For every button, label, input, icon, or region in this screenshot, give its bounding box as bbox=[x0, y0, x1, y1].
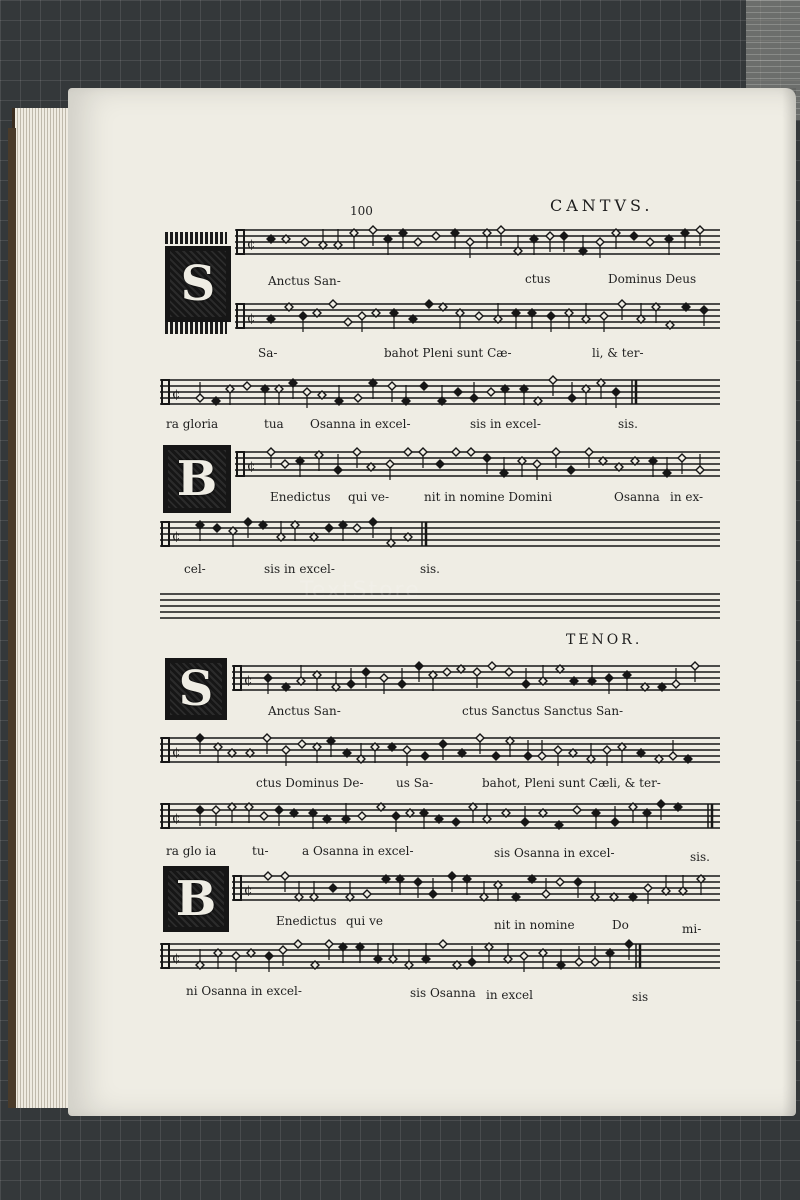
lyric: nit in nomine Domini bbox=[424, 490, 553, 504]
note-head bbox=[542, 890, 550, 898]
note-head bbox=[403, 746, 411, 754]
note-head bbox=[325, 524, 333, 532]
lyric: Osanna in excel- bbox=[310, 417, 411, 431]
note-head bbox=[439, 940, 447, 948]
cantus-staff-5 bbox=[160, 514, 720, 556]
note-head bbox=[429, 890, 437, 898]
lyric: sis in excel- bbox=[470, 417, 541, 431]
tenor-staff-4 bbox=[232, 868, 720, 910]
note-head bbox=[420, 382, 428, 390]
note-head bbox=[265, 952, 273, 960]
lyric: qui ve bbox=[346, 914, 383, 928]
lyric: us Sa- bbox=[396, 776, 434, 790]
mensuration-sign: ¢ bbox=[247, 311, 256, 326]
note-head bbox=[549, 376, 557, 384]
lyric: ctus bbox=[525, 272, 551, 286]
lyric: qui ve- bbox=[348, 490, 389, 504]
note-head bbox=[533, 460, 541, 468]
note-head bbox=[487, 388, 495, 396]
note-head bbox=[547, 312, 555, 320]
note-head bbox=[380, 674, 388, 682]
lyric: a Osanna in excel- bbox=[302, 844, 414, 858]
note-head bbox=[596, 238, 604, 246]
note-head bbox=[521, 818, 529, 826]
note-head bbox=[212, 806, 220, 814]
note-head bbox=[303, 388, 311, 396]
mensuration-sign: ¢ bbox=[172, 811, 181, 826]
note-head bbox=[362, 668, 370, 676]
note-head bbox=[260, 812, 268, 820]
cantus-staff-1 bbox=[235, 222, 720, 270]
note-head bbox=[294, 940, 302, 948]
note-head bbox=[467, 448, 475, 456]
note-head bbox=[369, 518, 377, 526]
note-head bbox=[358, 312, 366, 320]
mensuration-sign: ¢ bbox=[172, 387, 181, 402]
lyric: cel- bbox=[184, 562, 206, 576]
initial-tenor-sanctus bbox=[165, 658, 227, 720]
lyric: ctus Dominus De- bbox=[256, 776, 364, 790]
note-head bbox=[299, 312, 307, 320]
mensuration-sign: ¢ bbox=[244, 883, 253, 898]
mensuration-sign: ¢ bbox=[244, 673, 253, 688]
note-head bbox=[538, 752, 546, 760]
note-head bbox=[329, 300, 337, 308]
lyric: sis. bbox=[618, 417, 638, 431]
note-head bbox=[354, 394, 362, 402]
note-head bbox=[567, 466, 575, 474]
note-head bbox=[386, 460, 394, 468]
note-head bbox=[425, 300, 433, 308]
watermark: TextStore bbox=[300, 578, 421, 603]
tenor-staff-1 bbox=[232, 658, 720, 700]
lyric: tua bbox=[264, 417, 284, 431]
note-head bbox=[700, 306, 708, 314]
note-head bbox=[470, 394, 478, 402]
cantus-staff-2 bbox=[235, 296, 720, 340]
cantus-heading: CANTVS. bbox=[550, 196, 654, 215]
note-head bbox=[505, 668, 513, 676]
lyric: Dominus Deus bbox=[608, 272, 697, 286]
note-head bbox=[468, 958, 476, 966]
initial-letter: S bbox=[180, 256, 216, 312]
note-head bbox=[329, 884, 337, 892]
note-head bbox=[388, 382, 396, 390]
cantus-staff-3 bbox=[160, 372, 720, 414]
initial-tenor-benedictus bbox=[163, 866, 229, 932]
lyric: sis. bbox=[420, 562, 440, 576]
note-head bbox=[475, 312, 483, 320]
ornament-top bbox=[165, 232, 227, 244]
lyric: bahot, Pleni sunt Cæli, & ter- bbox=[482, 776, 661, 790]
lyric: Anctus San- bbox=[268, 274, 341, 288]
note-head bbox=[600, 312, 608, 320]
note-head bbox=[334, 466, 342, 474]
note-head bbox=[263, 734, 271, 742]
lyric: sis Osanna bbox=[410, 986, 476, 1000]
note-head bbox=[556, 878, 564, 886]
tenor-heading: TENOR. bbox=[566, 632, 643, 648]
lyric: ra glo ia bbox=[166, 844, 217, 858]
initial-letter: S bbox=[178, 661, 214, 717]
lyric: in ex- bbox=[670, 490, 704, 504]
note-head bbox=[483, 454, 491, 462]
note-head bbox=[473, 668, 481, 676]
note-head bbox=[696, 466, 704, 474]
initial-letter: B bbox=[175, 871, 217, 927]
lyric: Osanna bbox=[614, 490, 660, 504]
page-number: 100 bbox=[350, 204, 373, 218]
note-head bbox=[585, 448, 593, 456]
note-head bbox=[573, 806, 581, 814]
note-head bbox=[497, 226, 505, 234]
note-head bbox=[522, 680, 530, 688]
note-head bbox=[436, 460, 444, 468]
note-head bbox=[363, 890, 371, 898]
note-head bbox=[452, 448, 460, 456]
note-head bbox=[605, 674, 613, 682]
note-head bbox=[421, 752, 429, 760]
note-head bbox=[575, 958, 583, 966]
note-head bbox=[267, 448, 275, 456]
note-head bbox=[344, 318, 352, 326]
lyric: Sa- bbox=[258, 346, 278, 360]
lyric: sis in excel- bbox=[264, 562, 335, 576]
tenor-staff-3 bbox=[160, 796, 720, 838]
note-head bbox=[264, 674, 272, 682]
note-head bbox=[369, 226, 377, 234]
lyric: bahot Pleni sunt Cæ- bbox=[384, 346, 512, 360]
note-head bbox=[618, 300, 626, 308]
note-head bbox=[476, 734, 484, 742]
lyric: nit in nomine bbox=[494, 918, 575, 932]
note-head bbox=[524, 752, 532, 760]
lyric: sis bbox=[632, 990, 649, 1004]
note-head bbox=[466, 238, 474, 246]
mensuration-sign: ¢ bbox=[172, 529, 181, 544]
note-head bbox=[554, 746, 562, 754]
note-head bbox=[275, 806, 283, 814]
mensuration-sign: ¢ bbox=[247, 237, 256, 252]
note-head bbox=[243, 382, 251, 390]
note-head bbox=[414, 878, 422, 886]
mensuration-sign: ¢ bbox=[172, 951, 181, 966]
note-head bbox=[492, 752, 500, 760]
note-head bbox=[196, 806, 204, 814]
lyric: Enedictus bbox=[270, 490, 331, 504]
lyric: ctus Sanctus Sanctus San- bbox=[462, 704, 624, 718]
note-head bbox=[552, 448, 560, 456]
note-head bbox=[196, 394, 204, 402]
note-head bbox=[279, 946, 287, 954]
note-head bbox=[574, 878, 582, 886]
mensuration-sign: ¢ bbox=[247, 459, 256, 474]
note-head bbox=[568, 394, 576, 402]
note-head bbox=[196, 734, 204, 742]
note-head bbox=[672, 680, 680, 688]
note-head bbox=[591, 958, 599, 966]
lyric: Anctus San- bbox=[268, 704, 341, 718]
note-head bbox=[432, 232, 440, 240]
note-head bbox=[392, 812, 400, 820]
note-head bbox=[443, 668, 451, 676]
lyric: mi- bbox=[682, 922, 702, 936]
note-head bbox=[282, 746, 290, 754]
note-head bbox=[603, 746, 611, 754]
note-head bbox=[298, 740, 306, 748]
note-head bbox=[347, 680, 355, 688]
lyric: ra gloria bbox=[166, 417, 219, 431]
initial-letter: B bbox=[176, 451, 218, 507]
note-head bbox=[281, 872, 289, 880]
empty-staff bbox=[160, 586, 720, 628]
note-head bbox=[696, 226, 704, 234]
note-head bbox=[669, 752, 677, 760]
note-head bbox=[353, 448, 361, 456]
note-head bbox=[414, 238, 422, 246]
lyric: in excel bbox=[486, 988, 533, 1002]
note-head bbox=[448, 872, 456, 880]
page-edges bbox=[12, 108, 75, 1108]
lyric: li, & ter- bbox=[592, 346, 644, 360]
note-head bbox=[439, 740, 447, 748]
note-head bbox=[678, 454, 686, 462]
tenor-staff-5 bbox=[160, 936, 720, 978]
ornament-bottom bbox=[165, 322, 227, 334]
note-head bbox=[488, 662, 496, 670]
note-head bbox=[630, 232, 638, 240]
lyric: ni Osanna in excel- bbox=[186, 984, 302, 998]
initial-cantus-benedictus bbox=[163, 445, 231, 513]
lyric: Enedictus bbox=[276, 914, 337, 928]
lyric: tu- bbox=[252, 844, 269, 858]
note-head bbox=[419, 448, 427, 456]
note-head bbox=[404, 448, 412, 456]
cantus-staff-4 bbox=[235, 444, 720, 486]
note-head bbox=[358, 812, 366, 820]
note-head bbox=[325, 940, 333, 948]
note-head bbox=[232, 952, 240, 960]
note-head bbox=[625, 940, 633, 948]
lyric: sis. bbox=[690, 850, 710, 864]
note-head bbox=[264, 872, 272, 880]
note-head bbox=[546, 232, 554, 240]
note-head bbox=[398, 680, 406, 688]
note-head bbox=[611, 818, 619, 826]
note-head bbox=[691, 662, 699, 670]
note-head bbox=[301, 238, 309, 246]
note-head bbox=[646, 238, 654, 246]
note-head bbox=[244, 518, 252, 526]
note-head bbox=[213, 524, 221, 532]
lyric: sis Osanna in excel- bbox=[494, 846, 615, 860]
note-head bbox=[520, 952, 528, 960]
note-head bbox=[452, 818, 460, 826]
note-head bbox=[353, 524, 361, 532]
mensuration-sign: ¢ bbox=[172, 745, 181, 760]
lyric: Do bbox=[612, 918, 629, 932]
note-head bbox=[612, 388, 620, 396]
note-head bbox=[415, 662, 423, 670]
book-cover-edge bbox=[8, 128, 16, 1108]
note-head bbox=[281, 460, 289, 468]
tenor-staff-2 bbox=[160, 730, 720, 772]
note-head bbox=[560, 232, 568, 240]
note-head bbox=[657, 800, 665, 808]
note-head bbox=[454, 388, 462, 396]
note-head bbox=[644, 884, 652, 892]
initial-cantus-sanctus bbox=[165, 246, 231, 322]
